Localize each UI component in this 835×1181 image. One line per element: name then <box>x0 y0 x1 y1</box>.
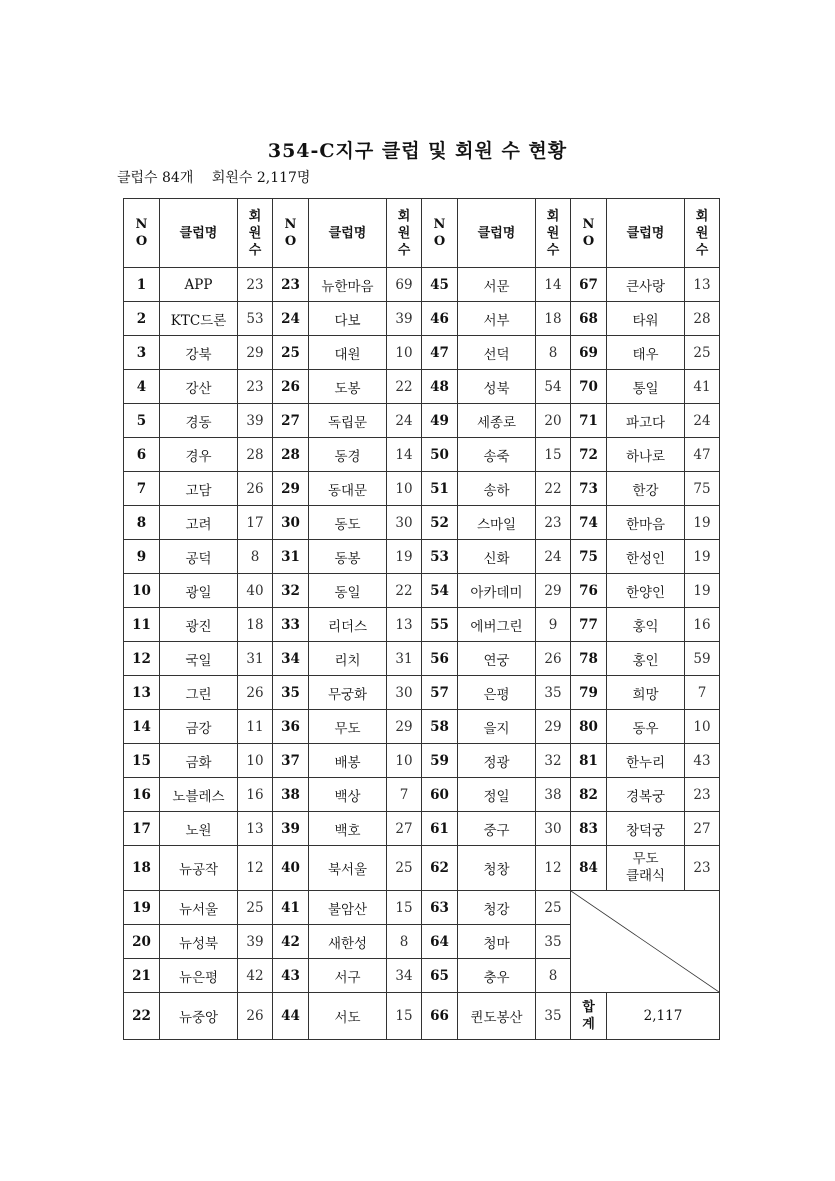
club-number: 63 <box>422 891 458 925</box>
club-name: 한마음 <box>607 506 685 540</box>
member-count-cell: 24 <box>536 540 571 574</box>
member-count-cell: 10 <box>685 710 720 744</box>
club-number: 43 <box>273 959 309 993</box>
member-count-cell: 19 <box>685 506 720 540</box>
club-number: 82 <box>571 778 607 812</box>
member-count-cell: 41 <box>685 370 720 404</box>
member-count-cell: 28 <box>685 302 720 336</box>
club-number: 26 <box>273 370 309 404</box>
member-count-cell: 39 <box>387 302 422 336</box>
club-name: 고려 <box>160 506 238 540</box>
club-number: 19 <box>124 891 160 925</box>
club-name: 그린 <box>160 676 238 710</box>
header-no: N O <box>571 199 607 268</box>
header-no: N O <box>273 199 309 268</box>
member-count-cell: 12 <box>238 846 273 891</box>
club-name: 희망 <box>607 676 685 710</box>
club-number: 2 <box>124 302 160 336</box>
club-name: 태우 <box>607 336 685 370</box>
member-count-cell: 26 <box>238 676 273 710</box>
club-number: 25 <box>273 336 309 370</box>
club-name: 경동 <box>160 404 238 438</box>
club-number: 35 <box>273 676 309 710</box>
header-no: N O <box>124 199 160 268</box>
club-number: 22 <box>124 993 160 1040</box>
club-number: 29 <box>273 472 309 506</box>
member-count-cell: 32 <box>536 744 571 778</box>
club-name: 청마 <box>458 925 536 959</box>
club-name: 강북 <box>160 336 238 370</box>
table-row <box>124 891 720 925</box>
table-row <box>124 506 720 540</box>
club-number: 60 <box>422 778 458 812</box>
club-name: 을지 <box>458 710 536 744</box>
club-number: 53 <box>422 540 458 574</box>
club-name: 서도 <box>309 993 387 1040</box>
club-name: 다보 <box>309 302 387 336</box>
club-name: 은평 <box>458 676 536 710</box>
club-number: 3 <box>124 336 160 370</box>
member-count-cell: 29 <box>536 574 571 608</box>
header-name: 클럽명 <box>309 199 387 268</box>
member-count: 회원수 2,117명 <box>211 170 311 186</box>
member-count-cell: 35 <box>536 676 571 710</box>
member-count-cell: 13 <box>685 268 720 302</box>
club-number: 32 <box>273 574 309 608</box>
club-number: 34 <box>273 642 309 676</box>
club-number: 62 <box>422 846 458 891</box>
header-name: 클럽명 <box>607 199 685 268</box>
club-name: 강산 <box>160 370 238 404</box>
club-name: 창덕궁 <box>607 812 685 846</box>
club-name: 정광 <box>458 744 536 778</box>
member-count-cell: 47 <box>685 438 720 472</box>
club-number: 76 <box>571 574 607 608</box>
club-number: 69 <box>571 336 607 370</box>
club-name: 북서울 <box>309 846 387 891</box>
club-number: 30 <box>273 506 309 540</box>
club-name: APP <box>160 268 238 302</box>
club-number: 16 <box>124 778 160 812</box>
club-number: 45 <box>422 268 458 302</box>
club-name: 금강 <box>160 710 238 744</box>
header-no: N O <box>422 199 458 268</box>
club-number: 18 <box>124 846 160 891</box>
club-name: 송죽 <box>458 438 536 472</box>
club-number: 8 <box>124 506 160 540</box>
member-count-cell: 18 <box>238 608 273 642</box>
member-count-cell: 22 <box>387 574 422 608</box>
club-name: 도봉 <box>309 370 387 404</box>
club-number: 78 <box>571 642 607 676</box>
club-name: 무궁화 <box>309 676 387 710</box>
member-count-cell: 30 <box>387 676 422 710</box>
member-count-cell: 43 <box>685 744 720 778</box>
club-name: 경복궁 <box>607 778 685 812</box>
club-name: 타워 <box>607 302 685 336</box>
member-count-cell: 12 <box>536 846 571 891</box>
club-number: 9 <box>124 540 160 574</box>
club-count: 클럽수 84개 <box>117 170 194 186</box>
member-count-cell: 15 <box>536 438 571 472</box>
club-name: 동우 <box>607 710 685 744</box>
club-number: 71 <box>571 404 607 438</box>
club-number: 23 <box>273 268 309 302</box>
member-count-cell: 29 <box>238 336 273 370</box>
member-count-cell: 14 <box>387 438 422 472</box>
club-name: 송하 <box>458 472 536 506</box>
page-title: 354-C지구 클럽 및 회원 수 현황 <box>267 140 568 162</box>
club-name: 리치 <box>309 642 387 676</box>
member-count-cell: 26 <box>536 642 571 676</box>
member-count-cell: 15 <box>387 993 422 1040</box>
club-number: 81 <box>571 744 607 778</box>
member-count-cell: 23 <box>238 268 273 302</box>
table-row <box>124 540 720 574</box>
club-number: 36 <box>273 710 309 744</box>
club-name: 아카데미 <box>458 574 536 608</box>
club-name: 한강 <box>607 472 685 506</box>
club-name: KTC드론 <box>160 302 238 336</box>
club-name: 뉴서울 <box>160 891 238 925</box>
member-count-cell: 9 <box>536 608 571 642</box>
club-number: 41 <box>273 891 309 925</box>
club-number: 7 <box>124 472 160 506</box>
club-number: 58 <box>422 710 458 744</box>
club-number: 80 <box>571 710 607 744</box>
club-number: 54 <box>422 574 458 608</box>
member-count-cell: 22 <box>536 472 571 506</box>
table-row <box>124 472 720 506</box>
member-count-cell: 8 <box>238 540 273 574</box>
club-name: 홍익 <box>607 608 685 642</box>
club-number: 27 <box>273 404 309 438</box>
club-name: 노원 <box>160 812 238 846</box>
club-name: 한누리 <box>607 744 685 778</box>
table-row <box>124 993 720 1040</box>
club-number: 13 <box>124 676 160 710</box>
club-name: 경우 <box>160 438 238 472</box>
club-name: 성북 <box>458 370 536 404</box>
club-name: 배봉 <box>309 744 387 778</box>
club-number: 17 <box>124 812 160 846</box>
club-number: 6 <box>124 438 160 472</box>
club-number: 79 <box>571 676 607 710</box>
club-name: 무도 <box>309 710 387 744</box>
member-count-cell: 69 <box>387 268 422 302</box>
club-name: 금화 <box>160 744 238 778</box>
table-row <box>124 778 720 812</box>
member-count-cell: 34 <box>387 959 422 993</box>
club-name: 동경 <box>309 438 387 472</box>
header-count: 회 원 수 <box>685 199 720 268</box>
club-number: 52 <box>422 506 458 540</box>
club-number: 64 <box>422 925 458 959</box>
club-number: 56 <box>422 642 458 676</box>
member-count-cell: 23 <box>685 778 720 812</box>
member-count-cell: 18 <box>536 302 571 336</box>
club-name: 충우 <box>458 959 536 993</box>
member-count-cell: 22 <box>387 370 422 404</box>
club-number: 46 <box>422 302 458 336</box>
club-name: 선덕 <box>458 336 536 370</box>
club-name: 불암산 <box>309 891 387 925</box>
club-name: 뉴성북 <box>160 925 238 959</box>
member-count-cell: 10 <box>387 336 422 370</box>
table-row <box>124 268 720 302</box>
member-count-cell: 10 <box>387 744 422 778</box>
member-count-cell: 8 <box>387 925 422 959</box>
club-name: 한양인 <box>607 574 685 608</box>
club-number: 38 <box>273 778 309 812</box>
club-name: 청창 <box>458 846 536 891</box>
club-number: 33 <box>273 608 309 642</box>
club-name: 세종로 <box>458 404 536 438</box>
club-number: 51 <box>422 472 458 506</box>
header-count: 회 원 수 <box>536 199 571 268</box>
member-count-cell: 29 <box>387 710 422 744</box>
member-count-cell: 25 <box>536 891 571 925</box>
club-number: 49 <box>422 404 458 438</box>
club-name: 파고다 <box>607 404 685 438</box>
empty-diagonal-cell <box>571 891 720 993</box>
member-count-cell: 54 <box>536 370 571 404</box>
club-name: 퀸도봉산 <box>458 993 536 1040</box>
club-name: 뉴공작 <box>160 846 238 891</box>
club-name: 홍인 <box>607 642 685 676</box>
club-number: 42 <box>273 925 309 959</box>
total-label: 합 계 <box>571 993 607 1040</box>
club-name: 에버그린 <box>458 608 536 642</box>
member-count-cell: 38 <box>536 778 571 812</box>
member-count-cell: 39 <box>238 404 273 438</box>
club-name: 큰사랑 <box>607 268 685 302</box>
club-number: 1 <box>124 268 160 302</box>
club-name: 스마일 <box>458 506 536 540</box>
table-row <box>124 846 720 891</box>
club-name: 서부 <box>458 302 536 336</box>
table-row <box>124 642 720 676</box>
club-number: 21 <box>124 959 160 993</box>
club-number: 73 <box>571 472 607 506</box>
club-name: 한성인 <box>607 540 685 574</box>
member-count-cell: 27 <box>387 812 422 846</box>
member-count-cell: 25 <box>387 846 422 891</box>
club-name: 광일 <box>160 574 238 608</box>
club-name: 서구 <box>309 959 387 993</box>
club-number: 5 <box>124 404 160 438</box>
club-number: 66 <box>422 993 458 1040</box>
member-count-cell: 24 <box>387 404 422 438</box>
table-row <box>124 608 720 642</box>
club-number: 14 <box>124 710 160 744</box>
club-name: 국일 <box>160 642 238 676</box>
club-name: 고담 <box>160 472 238 506</box>
club-name: 뉴중앙 <box>160 993 238 1040</box>
club-number: 10 <box>124 574 160 608</box>
member-count-cell: 15 <box>387 891 422 925</box>
club-name: 뉴한마음 <box>309 268 387 302</box>
member-count-cell: 13 <box>387 608 422 642</box>
club-name: 새한성 <box>309 925 387 959</box>
member-count-cell: 26 <box>238 993 273 1040</box>
table-row <box>124 574 720 608</box>
club-name: 공덕 <box>160 540 238 574</box>
member-count-cell: 40 <box>238 574 273 608</box>
member-count-cell: 23 <box>238 370 273 404</box>
club-number: 67 <box>571 268 607 302</box>
table-row <box>124 404 720 438</box>
club-name: 독립문 <box>309 404 387 438</box>
member-count-cell: 10 <box>238 744 273 778</box>
member-count-cell: 59 <box>685 642 720 676</box>
club-name: 무도 클래식 <box>607 846 685 891</box>
header-row <box>124 199 720 268</box>
club-number: 61 <box>422 812 458 846</box>
summary-line <box>117 167 324 187</box>
club-name: 광진 <box>160 608 238 642</box>
member-count-cell: 7 <box>685 676 720 710</box>
club-number: 39 <box>273 812 309 846</box>
club-number: 24 <box>273 302 309 336</box>
table-row <box>124 438 720 472</box>
member-count-cell: 30 <box>536 812 571 846</box>
club-name: 청강 <box>458 891 536 925</box>
member-count-cell: 16 <box>238 778 273 812</box>
member-count-cell: 8 <box>536 959 571 993</box>
club-number: 47 <box>422 336 458 370</box>
header-count: 회 원 수 <box>238 199 273 268</box>
total-value: 2,117 <box>607 993 720 1040</box>
club-number: 83 <box>571 812 607 846</box>
member-count-cell: 10 <box>387 472 422 506</box>
table-row <box>124 336 720 370</box>
member-count-cell: 11 <box>238 710 273 744</box>
club-name: 신화 <box>458 540 536 574</box>
table-row <box>124 710 720 744</box>
club-name: 동봉 <box>309 540 387 574</box>
club-number: 59 <box>422 744 458 778</box>
club-number: 70 <box>571 370 607 404</box>
member-count-cell: 27 <box>685 812 720 846</box>
club-name: 하나로 <box>607 438 685 472</box>
club-name: 연궁 <box>458 642 536 676</box>
table-row <box>124 812 720 846</box>
club-number: 77 <box>571 608 607 642</box>
club-name: 뉴은평 <box>160 959 238 993</box>
club-number: 84 <box>571 846 607 891</box>
club-name: 백상 <box>309 778 387 812</box>
club-number: 12 <box>124 642 160 676</box>
member-count-cell: 23 <box>685 846 720 891</box>
club-number: 55 <box>422 608 458 642</box>
member-count-cell: 25 <box>685 336 720 370</box>
member-count-cell: 30 <box>387 506 422 540</box>
club-number: 44 <box>273 993 309 1040</box>
member-count-cell: 35 <box>536 993 571 1040</box>
member-count-cell: 13 <box>238 812 273 846</box>
club-number: 74 <box>571 506 607 540</box>
member-count-cell: 42 <box>238 959 273 993</box>
member-count-cell: 8 <box>536 336 571 370</box>
club-number: 20 <box>124 925 160 959</box>
club-number: 48 <box>422 370 458 404</box>
club-name: 정일 <box>458 778 536 812</box>
member-count-cell: 25 <box>238 891 273 925</box>
member-count-cell: 23 <box>536 506 571 540</box>
member-count-cell: 53 <box>238 302 273 336</box>
club-name: 노블레스 <box>160 778 238 812</box>
table-row <box>124 744 720 778</box>
club-name: 통일 <box>607 370 685 404</box>
table-row <box>124 370 720 404</box>
club-number: 72 <box>571 438 607 472</box>
member-count-cell: 19 <box>685 540 720 574</box>
club-number: 68 <box>571 302 607 336</box>
club-number: 37 <box>273 744 309 778</box>
club-number: 40 <box>273 846 309 891</box>
diagonal-line <box>571 891 719 992</box>
member-count-cell: 28 <box>238 438 273 472</box>
member-count-cell: 17 <box>238 506 273 540</box>
header-count: 회 원 수 <box>387 199 422 268</box>
club-name: 백호 <box>309 812 387 846</box>
club-name: 동도 <box>309 506 387 540</box>
club-name: 서문 <box>458 268 536 302</box>
club-name: 중구 <box>458 812 536 846</box>
club-name: 동일 <box>309 574 387 608</box>
member-count-cell: 7 <box>387 778 422 812</box>
member-count-cell: 31 <box>238 642 273 676</box>
table-row <box>124 302 720 336</box>
member-count-cell: 19 <box>685 574 720 608</box>
club-number: 15 <box>124 744 160 778</box>
member-count-cell: 39 <box>238 925 273 959</box>
member-count-cell: 35 <box>536 925 571 959</box>
member-count-cell: 26 <box>238 472 273 506</box>
club-number: 57 <box>422 676 458 710</box>
header-name: 클럽명 <box>160 199 238 268</box>
table-row <box>124 676 720 710</box>
club-number: 50 <box>422 438 458 472</box>
member-count-cell: 20 <box>536 404 571 438</box>
member-count-cell: 31 <box>387 642 422 676</box>
club-number: 75 <box>571 540 607 574</box>
club-number: 65 <box>422 959 458 993</box>
club-name: 리더스 <box>309 608 387 642</box>
club-number: 28 <box>273 438 309 472</box>
club-number: 31 <box>273 540 309 574</box>
club-name: 동대문 <box>309 472 387 506</box>
club-name: 대원 <box>309 336 387 370</box>
member-count-cell: 75 <box>685 472 720 506</box>
member-count-cell: 14 <box>536 268 571 302</box>
club-table <box>123 198 720 1040</box>
member-count-cell: 19 <box>387 540 422 574</box>
club-number: 4 <box>124 370 160 404</box>
header-name: 클럽명 <box>458 199 536 268</box>
member-count-cell: 16 <box>685 608 720 642</box>
member-count-cell: 29 <box>536 710 571 744</box>
member-count-cell: 24 <box>685 404 720 438</box>
club-number: 11 <box>124 608 160 642</box>
